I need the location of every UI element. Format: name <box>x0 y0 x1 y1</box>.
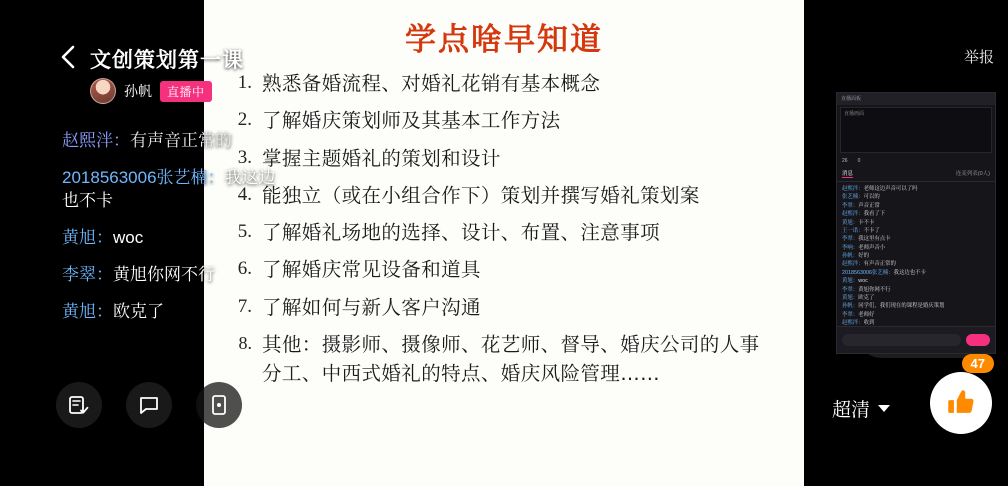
list-item <box>842 269 990 277</box>
host-info[interactable] <box>90 78 212 104</box>
chat-text: 我这边 <box>224 167 276 187</box>
chat-text: 不卡了 <box>863 227 880 234</box>
slide-item-number: 8. <box>238 332 252 353</box>
chat-text: 老师声音小 <box>858 244 886 251</box>
chat-name: 李响： <box>842 244 859 251</box>
chat-text: 我看了下 <box>863 211 886 218</box>
list-item <box>842 244 990 252</box>
panel-title: 直播面板 <box>837 93 995 105</box>
tab-mic-list[interactable]: 连麦列表(0人) <box>955 171 990 177</box>
chat-name: 李翠： <box>62 264 113 284</box>
slide-item-number: 5. <box>237 221 252 242</box>
chat-text: 老师这边声音可以了吗 <box>863 186 918 192</box>
slide-item-text-line2: 分工、中西式婚礼的特点、婚庆风险管理…… <box>262 362 661 385</box>
viewer-count: 26 <box>842 158 848 164</box>
chat-name: 赵熙泮： <box>842 261 864 268</box>
chat-name: 黄旭： <box>842 219 859 226</box>
chat-text: 有声音正常的 <box>130 131 232 150</box>
list-item <box>62 167 302 213</box>
chat-name: 孙帆： <box>842 303 859 310</box>
slide-item-number: 1. <box>237 72 252 93</box>
slide-item-text: 能独立（或在小组合作下）策划并撰写婚礼策划案 <box>262 183 700 207</box>
panel-message-input[interactable] <box>842 334 961 346</box>
slide-item <box>218 144 790 173</box>
panel-stats <box>837 155 995 167</box>
slide-item-number: 2. <box>237 109 252 131</box>
chat-overlay <box>62 130 302 338</box>
chat-name: 王一诺： <box>842 227 864 234</box>
slide-item-text: 了解婚礼场地的选择、设计、布置、注意事项 <box>262 221 661 244</box>
list-item <box>842 311 990 319</box>
chat-name: 赵熙泮： <box>842 211 864 218</box>
chat-text: 欧克了 <box>858 294 875 301</box>
panel-tabs[interactable] <box>837 167 995 182</box>
list-item <box>842 193 990 201</box>
chat-name: 李翠： <box>842 236 859 243</box>
list-item <box>62 227 302 250</box>
slide-item <box>218 181 790 210</box>
gift-icon[interactable] <box>196 382 242 428</box>
chat-name: 赵熙泮： <box>62 131 130 150</box>
list-item <box>842 302 990 310</box>
slide-item-text: 熟悉备婚流程、对婚礼花销有基本概念 <box>262 72 601 95</box>
like-stat: 0 <box>857 158 861 164</box>
slide-item-text: 掌握主题婚礼的策划和设计 <box>262 146 501 170</box>
chevron-down-icon <box>878 405 890 412</box>
panel-send-button[interactable] <box>966 334 990 346</box>
list-item <box>842 286 990 294</box>
slide-item <box>218 255 790 284</box>
chat-name: 赵熙泮： <box>842 320 864 326</box>
avatar <box>90 78 116 104</box>
chat-name: 2018563006张艺楠： <box>62 167 225 187</box>
slide-item-text: 了解婚庆常见设备和道具 <box>262 258 481 282</box>
like-control[interactable] <box>930 356 992 434</box>
like-count-badge: 47 <box>962 354 994 373</box>
chat-text: 有声音正常的 <box>863 261 896 268</box>
slide-item-other <box>218 330 790 389</box>
chat-name: 赵熙泮： <box>842 186 864 192</box>
slide-item-text: 了解如何与新人客户沟通 <box>262 295 481 319</box>
chat-name: 李翠： <box>842 311 859 318</box>
chat-text: 我这里有点卡 <box>858 236 891 243</box>
list-item <box>842 260 990 268</box>
list-item <box>842 210 990 218</box>
list-item <box>842 185 990 193</box>
list-item <box>842 202 990 210</box>
list-item <box>62 264 302 287</box>
chat-name: 2018563006张艺楠： <box>842 269 894 276</box>
chat-text: 声音正常 <box>858 202 880 209</box>
chat-text: woc <box>858 278 868 285</box>
page-title: 文创策划第一课 <box>90 49 244 72</box>
chat-text: 收到 <box>863 320 875 326</box>
chat-name: 李翠： <box>842 286 859 293</box>
slide-item <box>218 69 790 98</box>
chat-name: 黄旭： <box>62 301 113 321</box>
slide-item-number: 7. <box>237 295 252 317</box>
chat-text: 好的 <box>858 253 869 259</box>
chat-name: 张艺楠： <box>842 194 864 201</box>
thumbs-up-icon[interactable] <box>930 372 992 434</box>
slide-item <box>218 218 790 247</box>
list-item <box>62 301 302 324</box>
list-item <box>842 294 990 302</box>
note-icon[interactable] <box>56 382 102 428</box>
chat-name: 黄旭： <box>842 278 859 285</box>
broadcast-panel-thumbnail[interactable] <box>836 92 996 354</box>
panel-chat-list <box>837 182 995 347</box>
slide-item-text-line1: 其他：摄影师、摄像师、花艺师、督导、婚庆公司的人事 <box>262 332 760 356</box>
slide-item-number: 6. <box>237 258 252 280</box>
tab-messages[interactable]: 消息 <box>842 171 854 177</box>
slide-title: 学点啥早知道 <box>405 22 603 58</box>
chat-text: 欧克了 <box>113 301 164 321</box>
chat-name: 李翠： <box>842 202 859 209</box>
chat-text: 黄旭你网不行 <box>858 286 891 293</box>
chat-text: woc <box>113 227 144 247</box>
report-button[interactable]: 举报 <box>963 49 994 66</box>
slide-item <box>218 106 790 135</box>
back-icon[interactable] <box>56 44 82 70</box>
panel-input-bar[interactable] <box>837 326 995 353</box>
panel-video-label: 直播画面 <box>844 111 865 117</box>
host-name: 孙帆 <box>124 83 152 99</box>
chat-name: 黄旭： <box>62 227 113 247</box>
chat-text: 黄旭你网不行 <box>113 264 215 284</box>
slide-item-text: 了解婚庆策划师及其基本工作方法 <box>262 109 561 133</box>
comment-icon[interactable] <box>126 382 172 428</box>
panel-video-preview <box>840 107 992 153</box>
status-badge: 直播中 <box>160 81 212 102</box>
chat-name: 孙帆： <box>842 253 859 259</box>
quality-selector[interactable] <box>832 395 890 422</box>
list-item <box>842 235 990 243</box>
list-item <box>842 219 990 227</box>
quality-label: 超清 <box>831 400 870 421</box>
chat-text-cont: 也不卡 <box>62 190 113 210</box>
chat-text: 卡不卡 <box>858 219 875 226</box>
list-item <box>62 130 302 153</box>
slide-item-number: 3. <box>237 146 252 168</box>
chat-text: 老师好 <box>858 311 875 318</box>
slide-item-number: 4. <box>237 183 252 205</box>
chat-text: 可以的 <box>863 194 880 201</box>
list-item <box>842 252 990 260</box>
list-item <box>842 227 990 235</box>
chat-text: 同学们，我们现在的课程是婚庆策划 <box>858 303 945 310</box>
chat-text: 我这边也不卡 <box>893 269 926 276</box>
slide-item <box>218 293 790 322</box>
list-item <box>842 277 990 285</box>
chat-name: 黄旭： <box>842 294 859 301</box>
